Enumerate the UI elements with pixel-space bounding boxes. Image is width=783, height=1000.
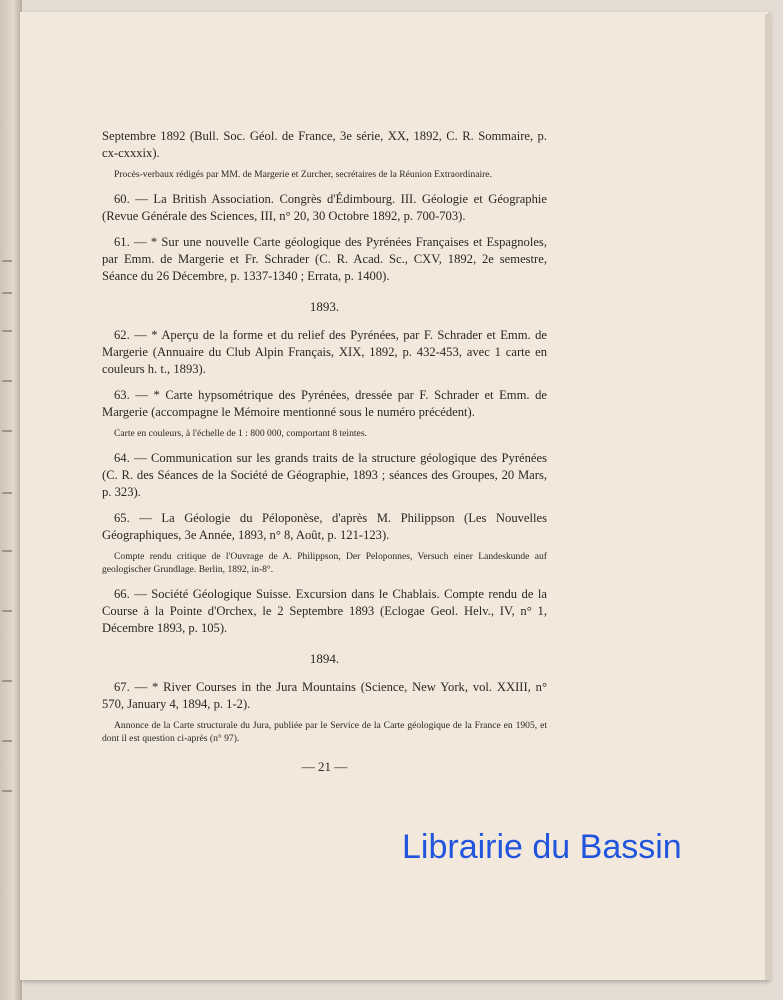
note: Carte en couleurs, à l'échelle de 1 : 800 000, comportant 8 teintes. [114, 428, 367, 439]
entry-64: 64. — Communication sur les grands traits de la structure géologique des Pyrénées (C. R. des Séances de la Société de Géographie, 1893 ; séances des Groupes, 20 Mars, p. 323). [102, 451, 547, 499]
entry-67: 67. — * River Courses in the Jura Mountains (Science, New York, vol. XXIII, n° 570, January 4, 1894, p. 1-2). [102, 680, 547, 711]
year-heading-1893: 1893. [309, 299, 340, 314]
entry-62: 62. — * Aperçu de la forme et du relief des Pyrénées, par F. Schrader et Emm. de Margerie (Annuaire du Club Alpin Français, XIX, 1892, p. 432-453, avec 1 carte en couleurs h. t., 1893). [102, 328, 547, 376]
entry-65: 65. — La Géologie du Péloponèse, d'après M. Philippson (Les Nouvelles Géographiques, 3e Année, 1893, n° 8, Août, p. 121-123). [102, 511, 547, 542]
entry-60: 60. — La British Association. Congrès d'Édimbourg. III. Géologie et Géographie (Revue Générale des Sciences, III, n° 20, 30 Octobre 1892, p. 700-703). [102, 192, 547, 223]
adjacent-page-text-fragments [0, 260, 20, 800]
paragraph-continuation: Septembre 1892 (Bull. Soc. Géol. de France, 3e série, XX, 1892, C. R. Sommaire, p. cx-cxxxix). [102, 129, 547, 160]
year-heading-1894: 1894. [309, 651, 340, 666]
page-number: — 21 — [301, 759, 348, 774]
note: Compte rendu critique de l'Ouvrage de A. Philippson, Der Peloponnes, Versuch einer Landeskunde auf geologischer Grundlage. Berlin, 1892, in-8°. [102, 551, 547, 575]
entry-61: 61. — * Sur une nouvelle Carte géologique des Pyrénées Françaises et Espagnoles, par Emm. de Margerie et Fr. Schrader (C. R. Acad. Sc., CXV, 1892, 2e semestre, Séance du 26 Décembre, p. 1337-1340 ; Errata, p. 1400). [102, 235, 547, 283]
page-text [102, 128, 547, 775]
note: Annonce de la Carte structurale du Jura, publiée par le Service de la Carte géologique de la France en 1905, et dont il est question ci-après (n° 97). [102, 720, 547, 744]
page-stack-edge [765, 14, 771, 980]
note: Procès-verbaux rédigés par MM. de Margerie et Zurcher, secrétaires de la Réunion Extraordinaire. [114, 169, 492, 180]
watermark-text: Librairie du Bassin [402, 828, 682, 866]
entry-66: 66. — Société Géologique Suisse. Excursion dans le Chablais. Compte rendu de la Course à la Pointe d'Orchex, le 2 Septembre 1893 (Eclogae Geol. Helv., IV, n° 1, Décembre 1893, p. 105). [102, 587, 547, 635]
entry-63: 63. — * Carte hypsométrique des Pyrénées, dressée par F. Schrader et Emm. de Margerie (accompagne le Mémoire mentionné sous le numéro précédent). [102, 388, 547, 419]
